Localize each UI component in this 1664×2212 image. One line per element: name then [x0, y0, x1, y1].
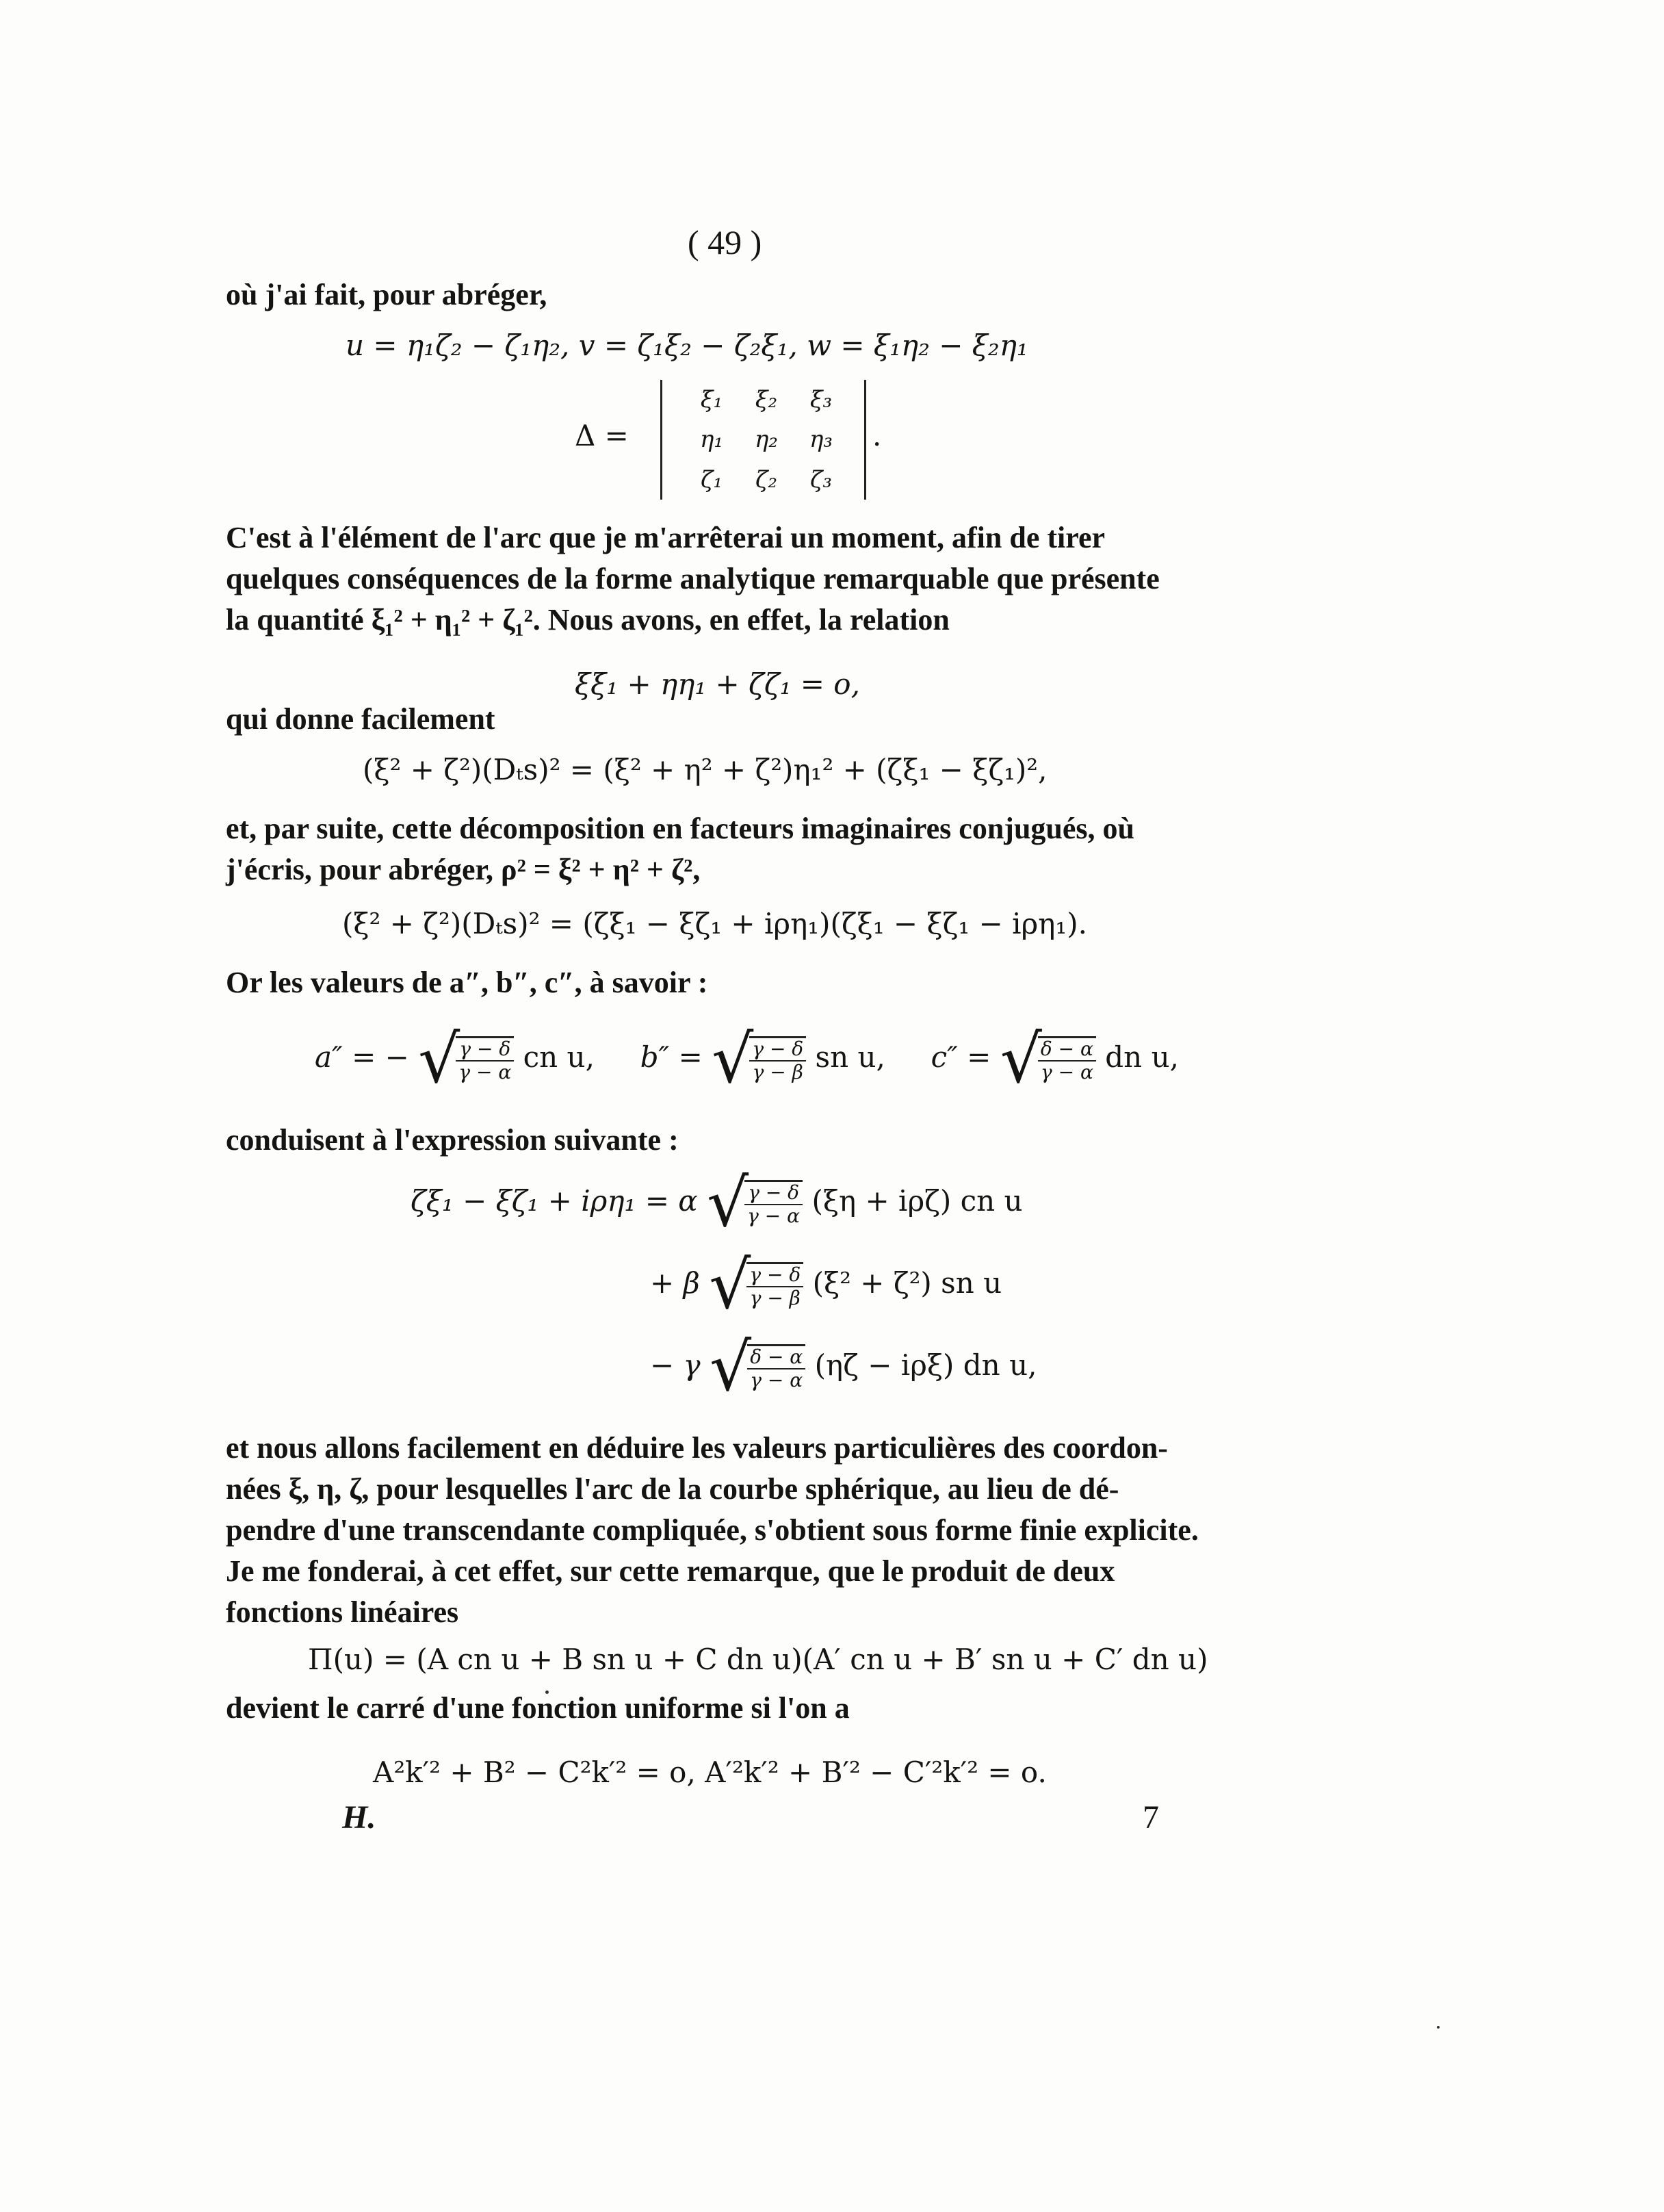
- eq-b-fn: sn u,: [815, 1040, 885, 1074]
- det-cell: η₂: [755, 426, 778, 454]
- paragraph-line: quelques conséquences de la forme analytique remarquable que présente: [226, 562, 1160, 595]
- eq6-lhs: + β: [650, 1266, 700, 1300]
- frac-num: δ − α: [1038, 1038, 1096, 1062]
- det-cell: ξ₃: [809, 386, 833, 414]
- det-cell: ξ₁: [700, 386, 723, 414]
- eq6-term: (ηζ − iρξ) dn u,: [814, 1348, 1037, 1382]
- determinant-matrix: [684, 380, 848, 500]
- eq-c-fn: dn u,: [1105, 1040, 1179, 1074]
- equation-conditions: A²k′² + B² − C²k′² = o, A′²k′² + B′² − C′²k′² = o.: [373, 1756, 1047, 1789]
- equation-uvw: u = η₁ζ₂ − ζ₁η₂, v = ζ₁ξ₂ − ζ₂ξ₁, w = ξ₁η₂ − ξ₂η₁: [346, 329, 1028, 362]
- frac-den: γ − α: [1040, 1060, 1093, 1083]
- paragraph-line: fonctions linéaires: [226, 1595, 459, 1629]
- det-cell: η₁: [700, 426, 723, 454]
- equation-expression-line-2: [650, 1247, 1002, 1324]
- equation-relation: ξξ₁ + ηη₁ + ζζ₁ = o,: [575, 667, 860, 701]
- frac-num: γ − δ: [746, 1264, 803, 1287]
- equation-expression-line-3: [650, 1329, 1037, 1406]
- signature-mark: H.: [342, 1799, 376, 1836]
- paragraph-line: et, par suite, cette décomposition en facteurs imaginaires conjugués, où: [226, 812, 1135, 845]
- frac-den: γ − α: [750, 1368, 803, 1391]
- text-line: conduisent à l'expression suivante :: [226, 1123, 679, 1157]
- frac-den: γ − β: [749, 1286, 801, 1309]
- frac-num: γ − δ: [749, 1038, 806, 1062]
- det-cell: ζ₂: [755, 465, 778, 493]
- paragraph-line: nées ξ, η, ζ, pour lesquelles l'arc de la courbe sphérique, au lieu de dé-: [226, 1472, 1119, 1506]
- text-line-intro: où j'ai fait, pour abréger,: [226, 278, 547, 311]
- eq-a-lhs: a″ = −: [315, 1040, 409, 1074]
- det-cell: ξ₂: [755, 386, 778, 414]
- page-number: ( 49 ): [688, 223, 762, 261]
- paragraph-line: C'est à l'élément de l'arc que je m'arrêterai un moment, afin de tirer: [226, 521, 1106, 554]
- eq-c-lhs: c″ =: [931, 1040, 991, 1074]
- paragraph-line: Je me fonderai, à cet effet, sur cette remarque, que le produit de deux: [226, 1554, 1115, 1588]
- frac-num: γ − δ: [744, 1182, 803, 1205]
- determinant-lhs: Δ =: [575, 419, 629, 452]
- equation-abc-values: [315, 1021, 1179, 1098]
- sqrt-b: √ $\frac{\gamma - \delta}{\gamma - \beta}$: [712, 1027, 806, 1092]
- frac-den: γ − β: [752, 1060, 803, 1083]
- frac-den: γ − α: [458, 1060, 512, 1083]
- frac-num: δ − α: [747, 1346, 805, 1369]
- det-cell: η₃: [809, 426, 833, 454]
- text-line: Or les valeurs de a″, b″, c″, à savoir :: [226, 966, 708, 999]
- sqrt-c: √ $\frac{\delta - \alpha}{\gamma - \alpha}$: [1000, 1027, 1096, 1092]
- equation-expression-line-1: [411, 1165, 1023, 1242]
- determinant-period: .: [872, 419, 882, 452]
- paragraph-line: pendre d'une transcendante compliquée, s'obtient sous forme finie explicite.: [226, 1513, 1199, 1547]
- eq6-term: (ξ² + ζ²) sn u: [812, 1266, 1002, 1300]
- paragraph-line: la quantité ξ₁² + η₁² + ζ₁². Nous avons, en effet, la relation: [226, 603, 950, 636]
- paragraph-line: et nous allons facilement en déduire les valeurs particulières des coordon-: [226, 1431, 1168, 1465]
- sqrt-a: √ $\frac{\gamma - \delta}{\gamma - \alpha}$: [418, 1027, 514, 1092]
- equation-arc-element: (ξ² + ζ²)(Dₜs)² = (ξ² + η² + ζ²)η₁² + (ζξ₁ − ξζ₁)²,: [363, 753, 1048, 786]
- sqrt-term: √ $\frac{\gamma - \delta}{\gamma - \beta}$: [709, 1252, 803, 1318]
- eq-a-fn: cn u,: [523, 1040, 595, 1074]
- eq6-lhs: ζξ₁ − ξζ₁ + iρη₁ = α: [411, 1184, 698, 1218]
- equation-decomposition: (ξ² + ζ²)(Dₜs)² = (ζξ₁ − ξζ₁ + iρη₁)(ζξ₁ − ξζ₁ − iρη₁).: [342, 907, 1087, 940]
- det-cell: ζ₃: [809, 465, 833, 493]
- frac-den: γ − α: [747, 1204, 801, 1227]
- sqrt-term: √ $\frac{\gamma - \delta}{\gamma - \alpha}$: [707, 1170, 803, 1236]
- text-line: qui donne facilement: [226, 702, 495, 736]
- equation-product: Π(u) = (A cn u + B sn u + C dn u)(A′ cn u + B′ sn u + C′ dn u): [308, 1643, 1208, 1676]
- text-line: devient le carré d'une fonction uniforme si l'on a: [226, 1691, 850, 1725]
- paragraph-line: j'écris, pour abréger, ρ² = ξ² + η² + ζ²,: [226, 853, 701, 886]
- sqrt-term: √ $\frac{\delta - \alpha}{\gamma - \alpha}$: [710, 1335, 805, 1400]
- folio-number: 7: [1143, 1799, 1159, 1836]
- eq6-term: (ξη + iρζ) cn u: [811, 1184, 1023, 1218]
- det-cell: ζ₁: [700, 465, 723, 493]
- ink-speck: [1437, 2026, 1440, 2029]
- eq-b-lhs: b″ =: [640, 1040, 703, 1074]
- eq6-lhs: − γ: [650, 1348, 701, 1382]
- frac-num: γ − δ: [456, 1038, 514, 1062]
